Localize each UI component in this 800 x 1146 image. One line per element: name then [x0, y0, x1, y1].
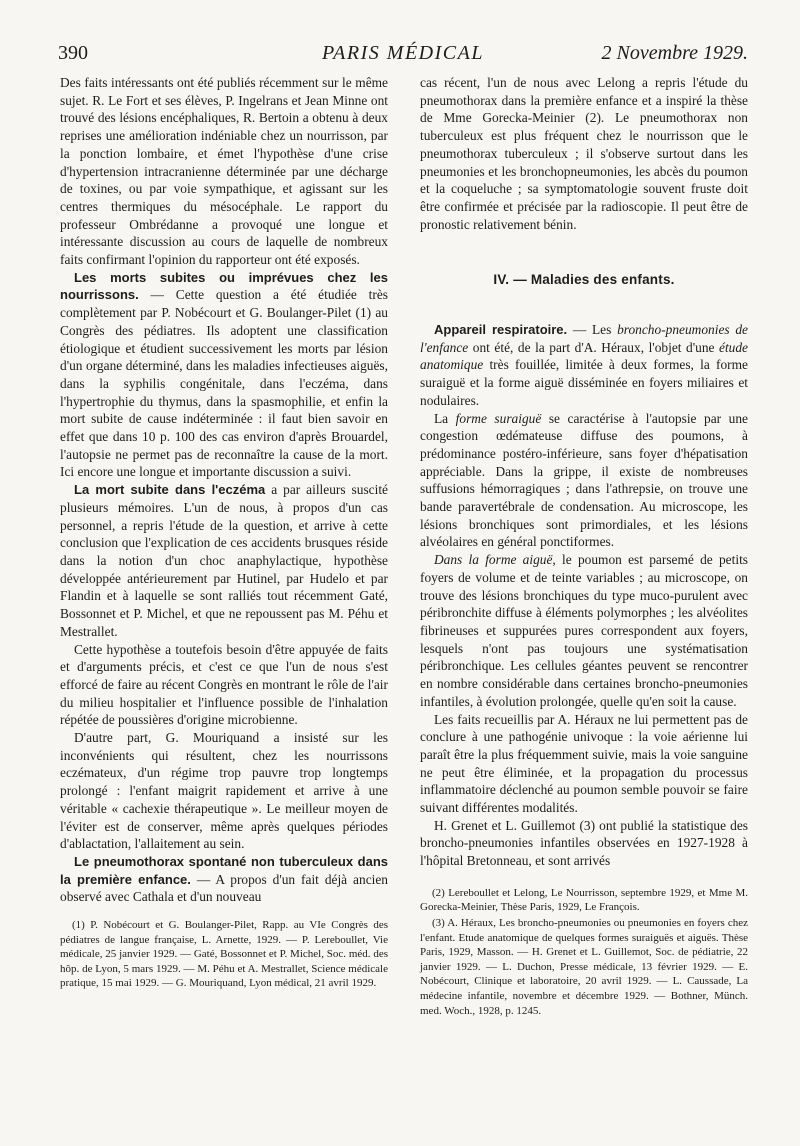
paragraph-heading: La mort subite dans l'eczéma	[74, 482, 266, 498]
paragraph-text: ont été, de la part d'A. Héraux, l'objet d'une	[468, 339, 719, 355]
section-title: IV. — Maladies des enfants.	[493, 272, 675, 288]
paragraph-text: le poumon est parsemé de petits foyers de volume et de teinte variables ; au microscope, on trouve des lésions bronchiques du type muco-purulent avec péribronchite diffuse à éléments polymorphes ; les alvéolites fibrineuses et suppurées pures correspondent aux foyers, lesquels n'ont pas toujours une systématisation péribronchique. Les cellules géantes peuvent se rencontrer en nombre considérable dans certaines broncho-pneumonies infantiles, à évolution prolongée, quelle qu'en soit la cause.	[420, 552, 749, 709]
italic-term: Dans la forme aiguë,	[434, 552, 556, 568]
paragraph-text: très fouillée, limitée à deux formes, la forme suraiguë et la forme aiguë disséminée en foyers miliaires et nodulaires.	[420, 357, 748, 408]
paragraph	[420, 410, 748, 552]
paragraph: Des faits intéressants ont été publiés récemment sur le même sujet. R. Le Fort et ses élèves, P. Ingelrans et Jean Minne ont trouvé des lésions encéphaliques, R. Bertoin a obtenu à deux reprises une amélioration indéniable chez un nourrisson, par la ponction lombaire, et émet l'hypothèse d'une crise d'hypertension intracranienne déterminée par une décharge de toxines, ou par voie sympathique, et agissant sur les centres thermiques du mésocéphale. Le rapport du professeur Ombrédanne a provoqué une longue et intéressante discussion au cours de laquelle de nombreux faits confirmant l'opinion du rapporteur ont été exposés.	[60, 75, 388, 268]
italic-term: étude anatomique	[420, 339, 748, 373]
paragraph: Les faits recueillis par A. Héraux ne lui permettent pas de conclure à une pathogénie univoque : la voie aérienne lui paraît être la plus fréquemment suivie, mais la voie sanguine ne peut être éliminée, et la propagation du processus inflammatoire déclenché au poumon semble pouvoir se faire suivant différentes modalités.	[420, 711, 748, 816]
footnotes-right	[420, 886, 748, 1018]
page-header	[58, 38, 748, 68]
paragraph-text: — A propos d'un fait déjà ancien observé avec Cathala et d'un nouveau	[60, 871, 388, 905]
italic-term: forme suraiguë	[455, 410, 542, 426]
left-column	[60, 74, 388, 992]
paragraph	[60, 853, 388, 906]
footnote: (1) P. Nobécourt et G. Boulanger-Pilet, Rapp. au VIe Congrès des pédiatres de langue française, L. Arnette, 1929. — P. Lereboullet, Vie médicale, 25 janvier 1929. — Gaté, Bossonnet et P. Michel, Soc. méd. des hôp. de Lyon, 5 mars 1929. — M. Péhu et A. Mestrallet, Science médicale pratique, 15 mai 1929. — G. Mouriquand, Lyon médical, 21 avril 1929.	[60, 919, 388, 990]
journal-title: PARIS MÉDICAL	[322, 42, 484, 64]
paragraph	[60, 269, 388, 481]
paragraph: H. Grenet et L. Guillemot (3) ont publié la statistique des broncho-pneumonies infantiles observées en 1927-1928 à l'hôpital Bretonneau, et sont arrivés	[420, 817, 748, 869]
italic-term: broncho-pneumonies de l'enfance	[420, 322, 748, 355]
paragraph-heading: Le pneumothorax spontané non tuberculeux dans la première enfance.	[60, 853, 388, 887]
footnote: (3) A. Héraux, Les broncho-pneumonies ou pneumonies en foyers chez l'enfant. Etude anatomique de quelques formes suraiguës et aiguës. Thèse Paris, 1929, Masson. — H. Grenet et L. Guillemot, Soc. de pédiatrie, 22 janvier 1929. — L. Duchon, Presse médicale, 13 février 1929. — E. Nobécourt, Clinique et laboratoire, 20 avril 1929. — L. Caussade, La médecine infantile, novembre et décembre 1929. — Bothner, Münch. med. Woch., 1928, p. 1245.	[420, 917, 748, 1017]
paragraph-text: a par ailleurs suscité plusieurs mémoires. L'un de nous, à propos d'un cas personnel, a repris l'étude de la question, et arrive à cette conclusion que l'explication de ces accidents brusques réside dans la notion d'un choc anaphylactique, hypothèse développée antérieurement par Hutinel, par Hudelo et par Flandin et à laquelle se sont ralliés tout récemment Gaté, Bossonnet et P. Michel, et que ne repoussent pas M. Péhu et Mestrallet.	[60, 482, 388, 639]
paragraph: Cette hypothèse a toutefois besoin d'être appuyée de faits et d'arguments précis, et c'est ce que l'un de nous s'est efforcé de faire au récent Congrès en montrant le rôle de l'air du milieu hospitalier et l'influence possible de l'inhalation répétée de poussières d'origine microbienne.	[60, 641, 388, 728]
page-number: 390	[58, 42, 88, 64]
issue-date: 2 Novembre 1929.	[601, 42, 748, 64]
paragraph	[420, 321, 748, 410]
paragraph-text: se caractérise à l'autopsie par une congestion œdémateuse diffuse des poumons, à prédominance postéro-inférieure, sans foyer d'hépatisation appréciable. Dans la grippe, il existe de nombreuses suffusions hémorragiques ; dans l'athrepsie, on trouve une bande paravertébrale de condensation. Au microscope, les lésions bronchiques sont primordiales, et les lésions alvéolaires en général ponctiformes.	[420, 410, 748, 550]
paragraph	[60, 481, 388, 640]
right-column	[420, 74, 748, 1019]
paragraph-text: — Les	[567, 322, 618, 338]
paragraph-text: — Cette question a été étudiée très complètement par P. Nobécourt et G. Boulanger-Pilet (1) au Congrès des pédiatres. Ils adoptent une classification étiologique et étudient successivement les morts par lésion d'un organe déterminé, dans les maladies infectieuses aiguës, dans la syphilis congénitale, dans l'eczéma, dans l'hypertrophie du thymus, dans la spasmophilie, et enfin la mort subite de cause indéterminée : il faut bien savoir en effet que dans 10 p. 100 des cas environ d'après Brouardel, l'autopsie ne permet pas de reconnaître la cause de la mort. Ici encore une longue et importante discussion a suivi.	[60, 287, 388, 480]
paragraph: D'autre part, G. Mouriquand a insisté sur les inconvénients qui résultent, chez les nourrissons eczémateux, d'un régime trop pauvre trop longtemps prolongé : l'enfant maigrit rapidement et arrive à une véritable « cachexie thérapeutique ». Le meilleur moyen de l'éviter est de conserver, même après quelques périodes d'ablactation, l'allaitement au sein.	[60, 730, 388, 852]
paragraph: cas récent, l'un de nous avec Lelong a repris l'étude du pneumothorax dans la première enfance et a inspiré la thèse de Mme Gorecka-Meinier (2). Le pneumothorax non tuberculeux est plus fréquent chez le nourrisson que le pneumothorax tuberculeux ; il s'observe surtout dans les pneumonies et les bronchopneumonies, les abcès du poumon et la coqueluche ; sa symptomatologie souvent fruste doit être confirmée et précisée par la radioscopie. Il peut être de pronostic relativement bénin.	[420, 75, 748, 232]
paragraph-heading: Les morts subites ou imprévues chez les nourrissons.	[60, 269, 388, 303]
paragraph-text: La	[434, 410, 456, 426]
paragraph-heading: Appareil respiratoire.	[434, 322, 568, 338]
footnote: (2) Lereboullet et Lelong, Le Nourrisson, septembre 1929, et Mme M. Gorecka-Meinier, Thèse Paris, 1929, Le François.	[420, 886, 748, 914]
paragraph	[420, 551, 748, 710]
footnotes-left	[60, 918, 388, 991]
